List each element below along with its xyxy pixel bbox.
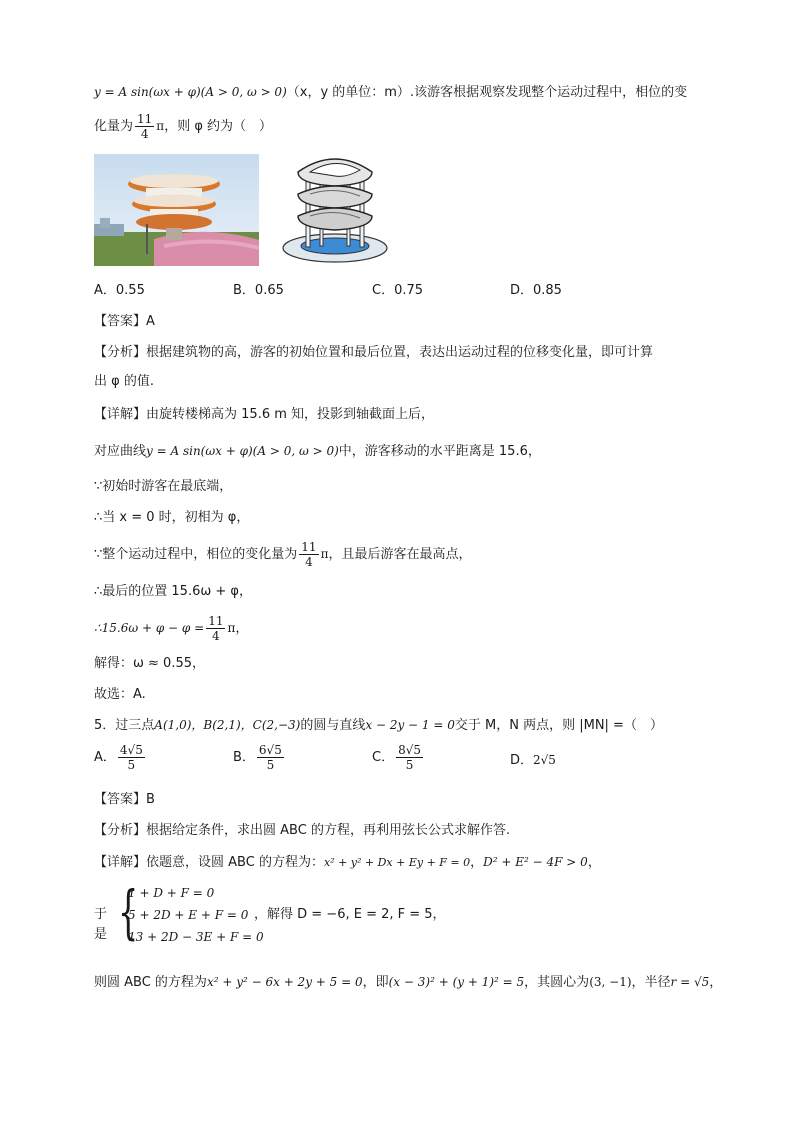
q5-detail-3-eq: x² + y² − 6x + 2y + 5 = 0: [206, 975, 363, 989]
q5-option-b-frac: [257, 743, 284, 772]
q5-detail-3a: 则圆 ABC 的方程为: [94, 975, 207, 990]
q5-answer-value: B: [146, 792, 155, 807]
q4-analysis-line2: 出 φ 的值.: [94, 374, 154, 389]
q5-stem-points: A(1,0)，B(2,1)，C(2,−3): [154, 718, 301, 732]
spiral-staircase-diagram: [276, 150, 394, 268]
q4-analysis-text-1: 根据建筑物的高，游客的初始位置和最后位置，表达出运动过程的位移变化量，即可计算: [146, 345, 654, 360]
q4-detail-7b: ，: [235, 621, 249, 636]
q5-detail-1b: ，: [470, 855, 484, 870]
q5-analysis: [94, 821, 510, 841]
q4-option-d: D．0.85: [510, 283, 562, 298]
q5-system-eq-3: 13 + 2D − 3E + F = 0: [128, 930, 264, 944]
q4-stem-suffix: ，则 φ 约为（ ）: [164, 119, 273, 134]
q5-analysis-text: 根据给定条件，求出圆 ABC 的方程，再利用弦长公式求解作答.: [146, 823, 511, 838]
q4-detail-line9: 故选：A.: [94, 687, 146, 702]
q4-detail-5-num: 11: [301, 540, 317, 554]
q4-detail-7-pi: π: [227, 621, 236, 635]
q4-detail-line3: ∵初始时游客在最底端，: [94, 479, 233, 494]
q5-option-a-frac: [118, 743, 145, 772]
q5-stem-a: 5．过三点: [94, 718, 155, 733]
q4-detail-5-pi: π: [320, 547, 329, 561]
q5-answer-tag: 【答案】: [94, 792, 147, 807]
q5-detail-3-radius: r = √5: [670, 975, 710, 989]
q4-analysis-line1: [94, 343, 653, 363]
q5-option-a-den: 5: [127, 758, 136, 772]
q5-option-b-num: 6√5: [258, 743, 282, 757]
q4-frac-num: 11: [137, 112, 153, 126]
q5-option-c-num: 8√5: [398, 743, 421, 757]
q5-option-c-den: 5: [405, 758, 414, 772]
q4-detail-5a: ∵整个运动过程中，相位的变化量为: [94, 547, 298, 562]
q4-option-c: C．0.75: [372, 283, 424, 298]
q5-detail-3e: ，: [709, 975, 723, 990]
q4-detail-line8: 解得：ω ≈ 0.55，: [94, 656, 205, 671]
q4-stem-text-1: （x，y 的单位：m）.该游客根据观察发现整个运动过程中，相位的变: [286, 85, 688, 100]
q5-option-a: [94, 742, 147, 774]
q4-detail-5b: ，且最后游客在最高点，: [328, 547, 472, 562]
q4-answer: [94, 312, 155, 332]
q4-detail-line5: [94, 538, 471, 571]
q4-detail-2a: 对应曲线: [94, 444, 147, 459]
q5-option-b-label: B．: [233, 750, 255, 765]
q4-analysis-tag: 【分析】: [94, 345, 147, 360]
q4-frac-den: 4: [140, 127, 149, 141]
q4-detail-2b: 中，游客移动的水平距离是 15.6，: [338, 444, 541, 459]
q5-stem-line: x − 2y − 1 = 0: [365, 718, 455, 732]
q5-option-d-label: D．: [510, 753, 534, 768]
q5-system-eq-2: 5 + 2D + E + F = 0: [128, 908, 249, 922]
q4-detail-7a: ∴15.6ω + φ − φ =: [94, 621, 205, 635]
q4-detail-line2: [94, 441, 541, 462]
q4-stem-line2: [94, 110, 272, 143]
q4-fraction: [135, 112, 154, 141]
q4-detail-7-num: 11: [208, 614, 224, 628]
q4-pi: π: [156, 119, 165, 133]
q5-detail-line1: [94, 852, 601, 873]
q5-detail-3b: ，即: [362, 975, 389, 990]
q5-detail-1c: ，: [587, 855, 601, 870]
q5-detail-1-cond: D² + E² − 4F > 0: [483, 855, 588, 869]
q5-option-b-den: 5: [266, 758, 275, 772]
q5-detail-3-center: (3, −1): [589, 975, 632, 989]
q5-system-eq-1: 1 + D + F = 0: [128, 886, 215, 900]
q4-detail-7-fraction: [206, 614, 225, 643]
q4-detail-tag: 【详解】: [94, 407, 147, 422]
q5-detail-tag: 【详解】: [94, 855, 147, 870]
q5-option-b: [233, 742, 286, 774]
q4-detail-7-den: 4: [212, 629, 220, 643]
q4-stem-line1: [94, 82, 687, 103]
q4-detail-line6: ∴最后的位置 15.6ω + φ，: [94, 584, 252, 599]
system-brace: {: [118, 878, 139, 946]
q5-answer: [94, 790, 155, 810]
q5-option-c-frac: [396, 743, 423, 772]
q4-detail-5-den: 4: [305, 555, 313, 569]
q4-detail-text-1: 由旋转楼梯高为 15.6 m 知，投影到轴截面上后，: [146, 407, 435, 422]
q4-answer-value: A: [146, 314, 155, 329]
q5-detail-3-eq2: (x − 3)² + (y + 1)² = 5: [388, 975, 525, 989]
q5-system-solution: ，解得 D = −6, E = 2, F = 5，: [254, 907, 446, 922]
q5-option-a-num: 4√5: [119, 743, 143, 757]
building-photo: [94, 154, 259, 266]
q5-system-prefix: 于是: [94, 907, 108, 942]
q5-stem-c: 交于 M，N 两点，则 |MN| =（ ）: [454, 718, 663, 733]
q5-option-c: [372, 742, 425, 774]
q4-stem-prefix: 化量为: [94, 119, 134, 134]
q4-detail-line4: ∴当 x = 0 时，初相为 φ，: [94, 510, 250, 525]
q5-detail-line3: [94, 972, 722, 993]
q4-option-b: B．0.65: [233, 283, 284, 298]
q4-detail-5-fraction: [299, 540, 318, 569]
q5-stem-b: 的圆与直线: [300, 718, 366, 733]
q5-detail-3c: ，其圆心为: [524, 975, 590, 990]
q4-option-a: A．0.55: [94, 283, 145, 298]
q4-function-formula: y = A sin(ωx + φ)(A > 0, ω > 0): [94, 85, 287, 99]
q5-option-d: [510, 750, 556, 771]
q5-detail-1-formula: x² + y² + Dx + Ey + F = 0: [323, 856, 471, 869]
q5-detail-1a: 依题意，设圆 ABC 的方程为：: [146, 855, 324, 870]
q4-detail-line1: [94, 405, 434, 425]
q5-analysis-tag: 【分析】: [94, 823, 147, 838]
q5-option-a-label: A．: [94, 750, 116, 765]
q5-option-d-value: 2√5: [533, 753, 556, 767]
q4-detail-line7: [94, 612, 248, 645]
q5-detail-3d: ，半径: [631, 975, 671, 990]
q5-option-c-label: C．: [372, 750, 395, 765]
q4-answer-tag: 【答案】: [94, 314, 147, 329]
q5-stem: [94, 715, 663, 736]
q4-detail-2-formula: y = A sin(ωx + φ)(A > 0, ω > 0): [146, 444, 339, 458]
